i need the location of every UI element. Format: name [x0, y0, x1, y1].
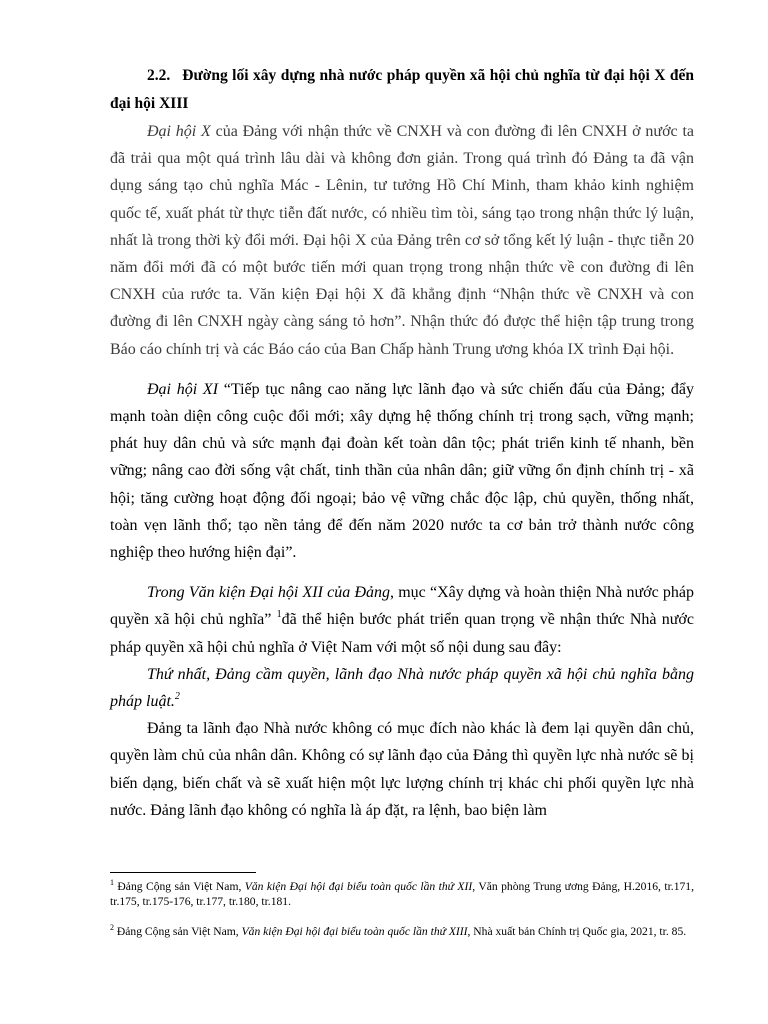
section-title: Đường lối xây dựng nhà nước pháp quyền xã hội chủ nghĩa từ đại hội X đến đại hội XIII [110, 67, 694, 112]
footnote-author: Đảng Cộng sản Việt Nam, [114, 925, 242, 938]
footnote-ref-1[interactable]: 1 [276, 609, 282, 621]
paragraph-lead: Đại hội X [147, 123, 211, 140]
footnote-1 [110, 879, 694, 909]
section-number: 2.2. [147, 67, 171, 84]
paragraph-lead: Đại hội XI [147, 380, 219, 398]
paragraph-lead: Trong Văn kiện Đại hội XII của Đảng [147, 584, 391, 602]
footnote-mark: 2 [110, 923, 114, 932]
section-heading [110, 62, 694, 118]
footnote-title: Văn kiện Đại hội đại biểu toàn quốc lần thứ XII [244, 880, 473, 893]
footnote-2 [110, 924, 694, 939]
paragraph-text: “Tiếp tục nâng cao năng lực lãnh đạo và sức chiến đấu của Đảng; đẩy mạnh toàn diện công cuộc đổi mới; xây dựng hệ thống chính trị trong sạch, vững mạnh; phát huy dân chủ và sức mạnh đại đoàn kết toàn dân tộc; phát triển kinh tế nhanh, bền vững; nâng cao đời sống vật chất, tinh thần của nhân dân; giữ vững ổn định chính trị - xã hội; tăng cường hoạt động đối ngoại; bảo vệ vững chắc độc lập, chủ quyền, thống nhất, toàn vẹn lãnh thổ; tạo nền tảng để đến năm 2020 nước ta cơ bản trở thành nước công nghiệp theo hướng hiện đại”. [110, 380, 695, 562]
paragraph-thu-nhat [110, 661, 694, 715]
footnote-rest: , Nhà xuất bản Chính trị Quốc gia, 2021, tr. 85. [467, 925, 687, 938]
paragraph-italic-text: Thứ nhất, Đảng cầm quyền, lãnh đạo Nhà nước pháp quyền xã hội chủ nghĩa bằng pháp luật. [110, 665, 694, 711]
paragraph-text: của Đảng với nhận thức về CNXH và con đường đi lên CNXH ở nước ta đã trải qua một quá trình lâu dài và không đơn giản. Trong quá trình đó Đảng ta đã vận dụng sáng tạo chủ nghĩa Mác - Lênin, tư tưởng Hồ Chí Minh, tham khảo kinh nghiệm quốc tế, xuất phát từ thực tiễn đất nước, có nhiều tìm tòi, sáng tạo trong nhận thức lý luận, nhất là trong thời kỳ đổi mới. Đại hội X của Đảng trên cơ sở tổng kết lý luận - thực tiễn 20 năm đổi mới đã có một bước tiến mới quan trọng trong nhận thức về con đường đi lên CNXH của rước ta. Văn kiện Đại hội X đã khẳng định “Nhận thức về CNXH và con đường đi lên CNXH ngày càng sáng tỏ hơn”. Nhận thức đó được thể hiện tập trung trong Báo cáo chính trị và các Báo cáo của Ban Chấp hành Trung ương khóa IX trình Đại hội. [110, 123, 694, 358]
footnote-rest: , Văn phòng Trung ương Đảng, H.2016, tr.171, tr.175, tr.175-176, tr.177, tr.180, tr.181. [110, 880, 694, 908]
paragraph-dai-hoi-xii [110, 579, 694, 661]
footnote-title: Văn kiện Đại hội đại biểu toàn quốc lần thứ XIII [241, 925, 468, 938]
footnote-ref-2[interactable]: 2 [174, 691, 180, 703]
paragraph-dai-hoi-xi [110, 376, 694, 566]
paragraph-dai-hoi-x [110, 118, 694, 363]
paragraph-text: , mục “Xây dựng và hoàn thiện Nhà nước pháp quyền xã hội chủ nghĩa” [110, 584, 694, 629]
paragraph-lanh-dao [110, 715, 694, 824]
document-body [110, 62, 694, 824]
paragraph-text: Đảng ta lãnh đạo Nhà nước không có mục đích nào khác là đem lại quyền dân chủ, quyền làm chủ của nhân dân. Không có sự lãnh đạo của Đảng thì quyền lực nhà nước sẽ bị biến dạng, biến chất và sẽ xuất hiện một lực lượng chính trị khác chi phối quyền lực nhà nước. Đảng lãnh đạo không có nghĩa là áp đặt, ra lệnh, bao biện làm [110, 720, 694, 819]
footnote-separator [110, 872, 256, 873]
paragraph-text-continued: đã thể hiện bước phát triển quan trọng về nhận thức Nhà nước pháp quyền xã hội chủ nghĩa ở Việt Nam với một số nội dung sau đây: [110, 611, 694, 656]
footnote-mark: 1 [110, 878, 114, 887]
footnote-author: Đảng Cộng sản Việt Nam, [114, 880, 245, 893]
